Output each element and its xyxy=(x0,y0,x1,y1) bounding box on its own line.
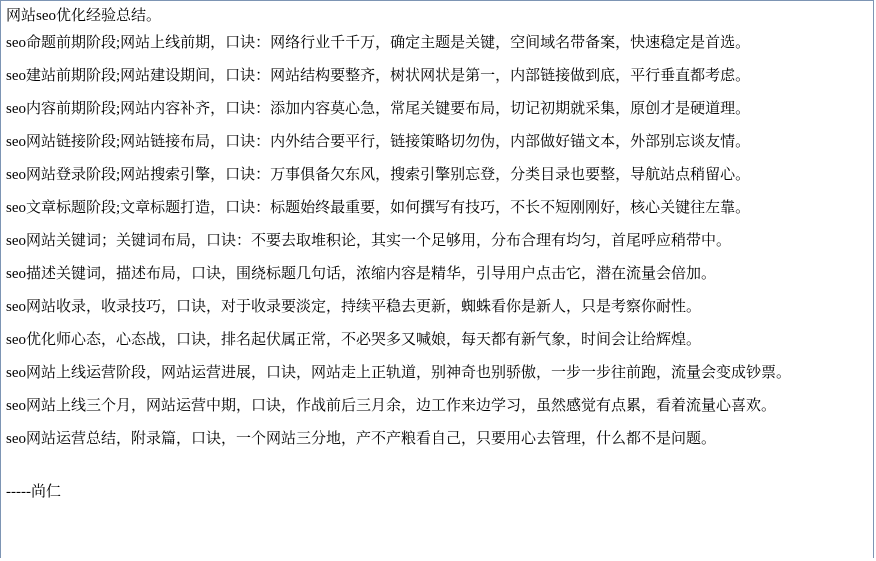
paragraph: seo网站关键词；关键词布局，口诀：不要去取堆积论，其实一个足够用，分布合理有均匀，首尾呼应稍带中。 xyxy=(6,233,732,249)
paragraph: seo网站登录阶段;网站搜索引擎，口诀：万事俱备欠东风，搜索引擎别忘登，分类目录也要整，导航站点稍留心。 xyxy=(6,167,751,183)
paragraph: seo网站上线三个月，网站运营中期，口诀，作战前后三月余，边工作来边学习，虽然感觉有点累，看着流量心喜欢。 xyxy=(6,398,777,414)
paragraph-spacer xyxy=(6,462,868,482)
author-signature: -----尚仁 xyxy=(6,484,61,500)
document-title: 网站seo优化经验总结。 xyxy=(6,8,161,24)
paragraph: seo内容前期阶段;网站内容补齐，口诀：添加内容莫心急，常尾关键要布局，切记初期就采集，原创才是硬道理。 xyxy=(6,101,751,117)
paragraph: seo文章标题阶段;文章标题打造，口诀：标题始终最重要，如何撰写有技巧，不长不短刚刚好，核心关键往左靠。 xyxy=(6,200,751,216)
paragraph: seo优化师心态，心态战，口诀，排名起伏属正常，不必哭多又喊娘，每天都有新气象，时间会让给辉煌。 xyxy=(6,332,701,348)
paragraph: seo命题前期阶段;网站上线前期，口诀：网络行业千千万，确定主题是关键，空间域名带备案，快速稳定是首选。 xyxy=(6,35,751,51)
paragraph: seo网站链接阶段;网站链接布局，口诀：内外结合要平行，链接策略切勿伪，内部做好锚文本，外部别忘谈友情。 xyxy=(6,134,751,150)
paragraph: seo网站上线运营阶段，网站运营进展，口诀，网站走上正轨道，别神奇也别骄傲，一步一步往前跑，流量会变成钞票。 xyxy=(6,365,792,381)
paragraph: seo网站收录，收录技巧，口诀，对于收录要淡定，持续平稳去更新，蜘蛛看你是新人，只是考察你耐性。 xyxy=(6,299,701,315)
paragraph: seo网站运营总结，附录篇，口诀，一个网站三分地，产不产粮看自己，只要用心去管理，什么都不是问题。 xyxy=(6,431,716,447)
paragraph: seo描述关键词，描述布局，口诀，围绕标题几句话，浓缩内容是精华，引导用户点击它，潜在流量会倍加。 xyxy=(6,266,716,282)
paragraph: seo建站前期阶段;网站建设期间，口诀：网站结构要整齐，树状网状是第一，内部链接做到底，平行垂直都考虑。 xyxy=(6,68,751,84)
